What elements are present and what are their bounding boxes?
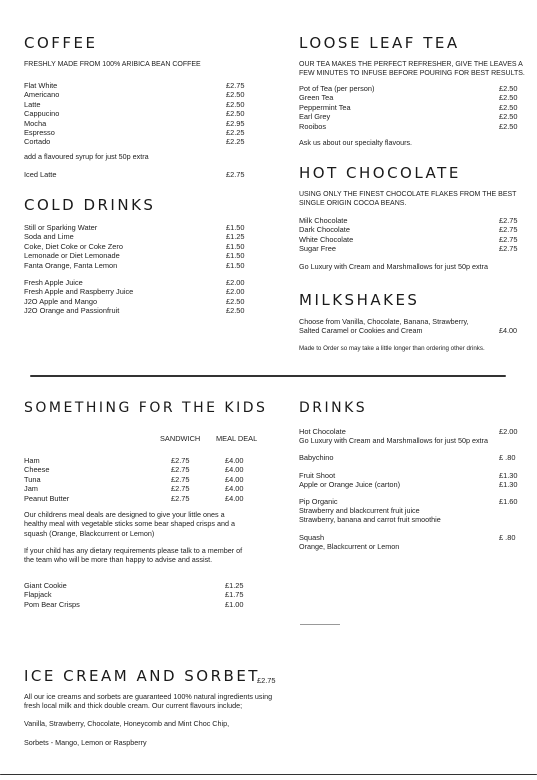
hot-chocolate-subtitle [299,190,516,208]
menu-item [299,453,524,463]
item-name: J2O Orange and Passionfruit [24,306,120,316]
menu-item [299,84,519,93]
drinks-squash-flavours: Orange, Blackcurrent or Lemon [299,542,400,551]
ice-cream-description [24,692,272,711]
item-price: £2.00 [226,278,245,287]
hot-chocolate-subtitle-line: USING ONLY THE FINEST CHOCOLATE FLAKES FROM THE BEST [299,191,517,198]
item-price: £1.25 [226,232,245,242]
menu-item [24,287,264,296]
menu-item [299,93,519,102]
item-price-meal: £4.00 [225,493,244,503]
menu-item [299,103,519,112]
item-price-meal: £4.00 [225,456,244,465]
item-price-meal: £4.00 [225,474,244,484]
item-price: £2.50 [499,112,518,122]
menu-item [24,465,264,474]
item-name: Cheese [24,465,50,475]
hot-chocolate-list [299,216,519,254]
kids-list [24,456,264,503]
item-name: Peanut Butter [24,493,70,503]
ice-cream-price: £2.75 [257,676,276,685]
milkshakes-line: Choose from Vanilla, Chocolate, Banana, Strawberry, [299,317,469,326]
menu-item [24,137,249,146]
menu-item [24,278,264,287]
menu-item [299,122,519,131]
item-name: Peppermint Tea [299,102,351,112]
item-name: Fanta Orange, Fanta Lemon [24,260,118,270]
item-name: Ham [24,456,40,465]
cold-drinks-list [24,223,264,270]
milkshakes-line-price [299,326,524,335]
menu-item [24,170,264,180]
item-price: £2.95 [226,118,245,128]
kids-title: SOMETHING FOR THE KIDS [24,400,268,416]
item-name: Cappucino [24,109,60,119]
item-price: £2.25 [226,127,245,137]
kids-extras-list [24,581,264,609]
ice-cream-line: fresh local milk and thick double cream. Our current flavours include; [24,701,243,711]
item-price: £1.75 [225,590,244,600]
item-price: £1.60 [499,497,518,506]
item-price-meal: £4.00 [225,465,244,475]
item-name: Coke, Diet Coke or Coke Zero [24,241,123,251]
menu-item [24,306,264,315]
item-name: White Chocolate [299,234,354,244]
item-name: Dark Chocolate [299,225,350,235]
item-price-sandwich: £2.75 [171,465,190,475]
item-price: £ .80 [499,533,516,542]
menu-item [24,297,264,306]
menu-item [24,223,264,232]
item-price: £ .80 [499,453,516,462]
menu-item [24,590,264,599]
item-price: £1.50 [226,223,245,232]
item-name: Cortado [24,137,51,147]
hot-chocolate-subtitle-line: SINGLE ORIGIN COCOA BEANS. [299,200,407,207]
item-name: Squash [299,533,325,542]
item-price: £2.50 [499,102,518,112]
item-price: £2.75 [499,234,518,244]
item-name: Tuna [24,474,41,484]
menu-item [24,100,249,109]
menu-item [24,581,264,590]
item-name: Flat White [24,81,58,90]
item-name: Fruit Shoot [299,471,336,480]
milkshakes-note: Made to Order so may take a little longer than ordering other drinks. [299,345,485,352]
item-price: £2.00 [499,427,518,436]
kids-info-line: If your child has any dietary requirements please talk to a member of [24,546,243,555]
item-name: Flapjack [24,590,52,600]
kids-info-line: the team who will be more than happy to advise and assist. [24,555,213,565]
item-name: Latte [24,99,41,109]
tea-subtitle-line: OUR TEA MAKES THE PERFECT REFRESHER, GIVE THE LEAVES A [299,61,523,68]
kids-info-line: Our childrens meal deals are designed to give your little ones a [24,510,225,519]
kids-col-meal-deal: MEAL DEAL [216,434,258,443]
menu-item [24,242,264,251]
menu-item [24,128,249,137]
item-name: Pot of Tea (per person) [299,84,375,93]
item-name: Pip Organic [299,497,338,506]
drinks-hot-chocolate-note: Go Luxury with Cream and Marshmallows for just 50p extra [299,436,488,445]
milkshakes-description [299,317,524,336]
menu-item [299,235,519,244]
tea-title: LOOSE LEAF TEA [299,34,460,52]
drinks-pip-line: Strawberry and blackcurrent fruit juice [299,506,420,515]
item-price: £1.30 [499,471,518,480]
ice-cream-line: All our ice creams and sorbets are guaranteed 100% natural ingredients using [24,692,273,701]
item-price: £2.50 [499,93,518,103]
item-price: £2.50 [226,99,245,109]
cold-drinks-title: COLD DRINKS [24,196,156,214]
item-price: £2.75 [226,170,245,179]
item-price: £1.50 [226,251,245,261]
sorbet-flavours: Sorbets - Mango, Lemon or Raspberry [24,738,147,747]
menu-item [299,480,524,490]
menu-item [24,475,264,484]
item-price: £2.50 [499,84,518,93]
menu-item [24,261,264,270]
item-name: Fresh Apple and Raspberry Juice [24,287,134,297]
menu-item [24,600,264,609]
item-price: £2.50 [226,306,245,316]
item-price: £2.50 [226,109,245,119]
ice-cream-title: ICE CREAM AND SORBET [24,667,260,685]
item-price: £1.25 [225,581,244,590]
coffee-syrup-note: add a flavoured syrup for just 50p extra [24,152,149,161]
hot-chocolate-note: Go Luxury with Cream and Marshmallows for just 50p extra [299,262,488,271]
item-name: Soda and Lime [24,232,74,242]
divider-mark [300,624,340,625]
item-price: £1.50 [226,260,245,270]
ice-cream-flavours: Vanilla, Strawberry, Chocolate, Honeycomb and Mint Choc Chip, [24,719,230,728]
menu-item [24,81,249,90]
item-name: Sugar Free [299,244,336,254]
item-price: £2.75 [499,225,518,235]
menu-item [299,216,519,225]
menu-item [24,232,264,241]
hot-chocolate-title: HOT CHOCOLATE [299,164,461,182]
section-divider [30,375,506,377]
item-name: Giant Cookie [24,581,67,590]
menu-item [24,90,249,99]
menu-item [24,456,264,465]
milkshakes-line: Salted Caramel or Cookies and Cream [299,326,423,336]
item-price: £2.75 [499,244,518,254]
item-name: Rooibos [299,121,327,131]
tea-subtitle-line: FEW MINUTES TO INFUSE BEFORE POURING FOR BEST RESULTS. [299,70,525,77]
kids-col-sandwich: SANDWICH [160,434,201,443]
item-name: J2O Apple and Mango [24,296,98,306]
menu-item [24,251,264,260]
coffee-list [24,81,249,147]
item-price: £2.50 [499,121,518,131]
menu-item [24,494,264,503]
item-name: Babychino [299,453,334,462]
item-price-sandwich: £2.75 [171,456,190,465]
item-name: Americano [24,90,60,100]
item-price-meal: £4.00 [225,484,244,494]
item-name: Earl Grey [299,112,331,122]
drinks-pip-line: Strawberry, banana and carrot fruit smoothie [299,515,441,525]
item-name: Pom Bear Crisps [24,599,80,609]
item-name: Espresso [24,127,55,137]
item-name: Hot Chocolate [299,427,346,436]
item-name: Still or Sparking Water [24,223,98,232]
item-price: £2.75 [499,216,518,225]
item-price-sandwich: £2.75 [171,484,190,494]
bottom-border [0,774,537,775]
menu-item [24,484,264,493]
item-price: £1.50 [226,241,245,251]
item-name: Milk Chocolate [299,216,348,225]
item-price-sandwich: £2.75 [171,493,190,503]
milkshakes-title: MILKSHAKES [299,291,420,309]
kids-meal-deal-info [24,510,235,538]
item-price: £2.75 [226,81,245,90]
coffee-title: COFFEE [24,34,98,52]
item-price: £2.50 [226,296,245,306]
item-price: £2.25 [226,137,245,147]
item-name: Mocha [24,118,47,128]
tea-subtitle [299,60,525,78]
kids-dietary-info [24,546,242,565]
item-price-sandwich: £2.75 [171,474,190,484]
item-price: £1.30 [499,480,518,489]
item-name: Iced Latte [24,170,57,179]
menu-item [299,225,519,234]
menu-item [24,119,249,128]
tea-list [299,84,519,131]
item-name: Lemonade or Diet Lemonade [24,251,120,261]
menu-item [299,244,519,253]
menu-item [24,109,249,118]
juice-list [24,278,264,316]
kids-info-line: squash (Orange, Blackcurrent or Lemon) [24,528,155,538]
item-price: £2.50 [226,90,245,100]
menu-item [299,112,519,121]
milkshakes-price: £4.00 [499,326,517,336]
item-name: Fresh Apple Juice [24,278,83,287]
item-price: £2.00 [226,287,245,297]
item-name: Jam [24,484,38,494]
coffee-subtitle: FRESHLY MADE FROM 100% ARIBICA BEAN COFFEE [24,61,201,68]
item-price: £1.00 [225,599,244,609]
drinks-title: DRINKS [299,400,368,416]
tea-note: Ask us about our specialty flavours. [299,138,413,147]
item-name: Apple or Orange Juice (carton) [299,480,401,489]
drinks-pip-description [299,506,441,525]
kids-info-line: healthy meal with vegetable sticks some bear shaped crisps and a [24,519,235,529]
item-name: Green Tea [299,93,334,103]
